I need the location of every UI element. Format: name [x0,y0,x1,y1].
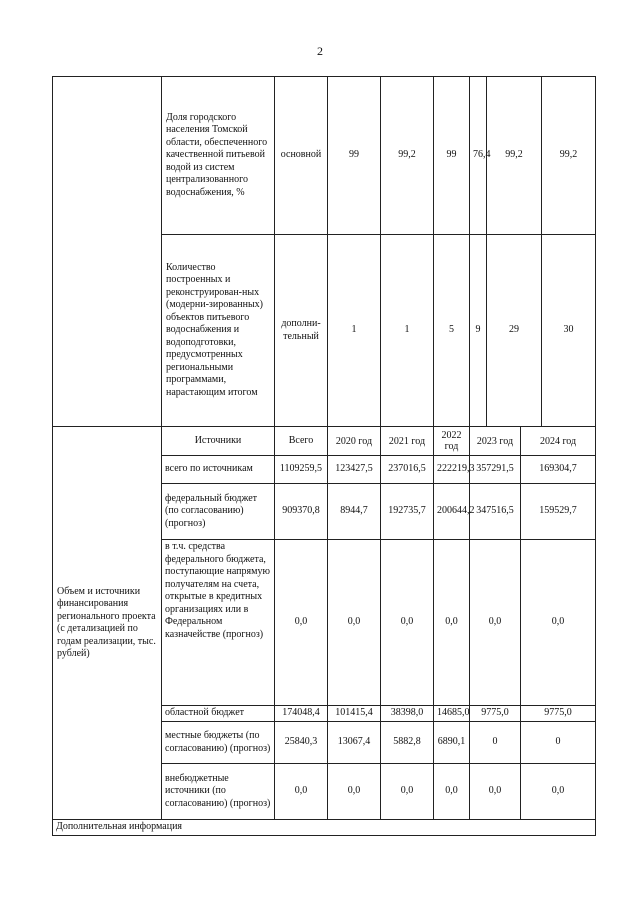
indicator-value-2023: 29 [487,235,542,427]
additional-info-label: Дополнительная информация [53,820,596,836]
indicator-value-2022: 76,4 [470,77,487,235]
financing-2024: 9775,0 [521,706,596,722]
financing-total: 0,0 [275,764,328,820]
header-2020: 2020 год [328,427,381,456]
financing-2022: 0,0 [434,764,470,820]
financing-source-label: областной бюджет [162,706,275,722]
financing-header-row [53,427,596,456]
indicator-name: Доля городского населения Томской области, обеспеченного качественной питьевой водой из систем централизованного водоснабжения, % [162,77,275,235]
additional-info-row [53,820,596,836]
financing-2021: 5882,8 [381,722,434,764]
indicator-row [53,77,596,235]
financing-2021: 0,0 [381,764,434,820]
indicator-value-2020: 1 [381,235,434,427]
financing-2024: 0,0 [521,540,596,706]
financing-total: 25840,3 [275,722,328,764]
financing-2023: 9775,0 [470,706,521,722]
financing-2020: 0,0 [328,540,381,706]
indicator-name: Количество построенных и реконструирован-ных (модерни-зированных) объектов питьевого водоснабжения и водоподготовки, предусмотренных региональными программами, нарастающим итогом [162,235,275,427]
financing-2021: 192735,7 [381,484,434,540]
financing-section-label: Объем и источники финансирования регионального проекта (с детализацией по годам реализации, тыс. рублей) [53,427,162,820]
header-total: Всего [275,427,328,456]
financing-2022: 14685,0 [434,706,470,722]
page-number: 2 [317,44,323,58]
financing-2020: 123427,5 [328,456,381,484]
project-table [52,76,596,836]
financing-source-label: всего по источникам [162,456,275,484]
financing-2024: 169304,7 [521,456,596,484]
financing-2020: 101415,4 [328,706,381,722]
indicator-value-2024: 30 [542,235,596,427]
financing-2023: 0,0 [470,764,521,820]
financing-2022: 0,0 [434,540,470,706]
header-2021: 2021 год [381,427,434,456]
financing-2021: 38398,0 [381,706,434,722]
financing-source-label: в т.ч. средства федерального бюджета, поступающие напрямую получателям на счета, открытые в кредитных организациях или в Федеральном казначействе (прогноз) [162,540,275,706]
financing-2023: 347516,5 [470,484,521,540]
financing-2022: 200644,2 [434,484,470,540]
financing-2022: 6890,1 [434,722,470,764]
financing-2020: 13067,4 [328,722,381,764]
header-2023: 2023 год [470,427,521,456]
financing-source-label: внебюджетные источники (по согласованию) (прогноз) [162,764,275,820]
financing-2023: 357291,5 [470,456,521,484]
indicator-value-2023: 99,2 [487,77,542,235]
indicator-type: дополни-тельный [275,235,328,427]
header-sources: Источники [162,427,275,456]
financing-total: 0,0 [275,540,328,706]
financing-2023: 0,0 [470,540,521,706]
financing-2024: 0,0 [521,764,596,820]
financing-2020: 8944,7 [328,484,381,540]
financing-2021: 237016,5 [381,456,434,484]
financing-total: 174048,4 [275,706,328,722]
indicator-value-2019: 1 [328,235,381,427]
financing-total: 1109259,5 [275,456,328,484]
financing-2022: 222219,3 [434,456,470,484]
indicator-value-2019: 99 [328,77,381,235]
indicator-value-2024: 99,2 [542,77,596,235]
financing-total: 909370,8 [275,484,328,540]
header-2022: 2022 год [434,427,470,456]
financing-2024: 159529,7 [521,484,596,540]
financing-source-label: местные бюджеты (по согласованию) (прогноз) [162,722,275,764]
indicator-value-2022: 9 [470,235,487,427]
header-2024: 2024 год [521,427,596,456]
financing-2023: 0 [470,722,521,764]
financing-2024: 0 [521,722,596,764]
financing-source-label: федеральный бюджет (по согласованию) (прогноз) [162,484,275,540]
financing-2021: 0,0 [381,540,434,706]
indicator-value-2020: 99,2 [381,77,434,235]
indicator-value-2021: 5 [434,235,470,427]
financing-2020: 0,0 [328,764,381,820]
empty-section-cell [53,77,162,427]
indicator-type: основной [275,77,328,235]
indicator-value-2021: 99 [434,77,470,235]
